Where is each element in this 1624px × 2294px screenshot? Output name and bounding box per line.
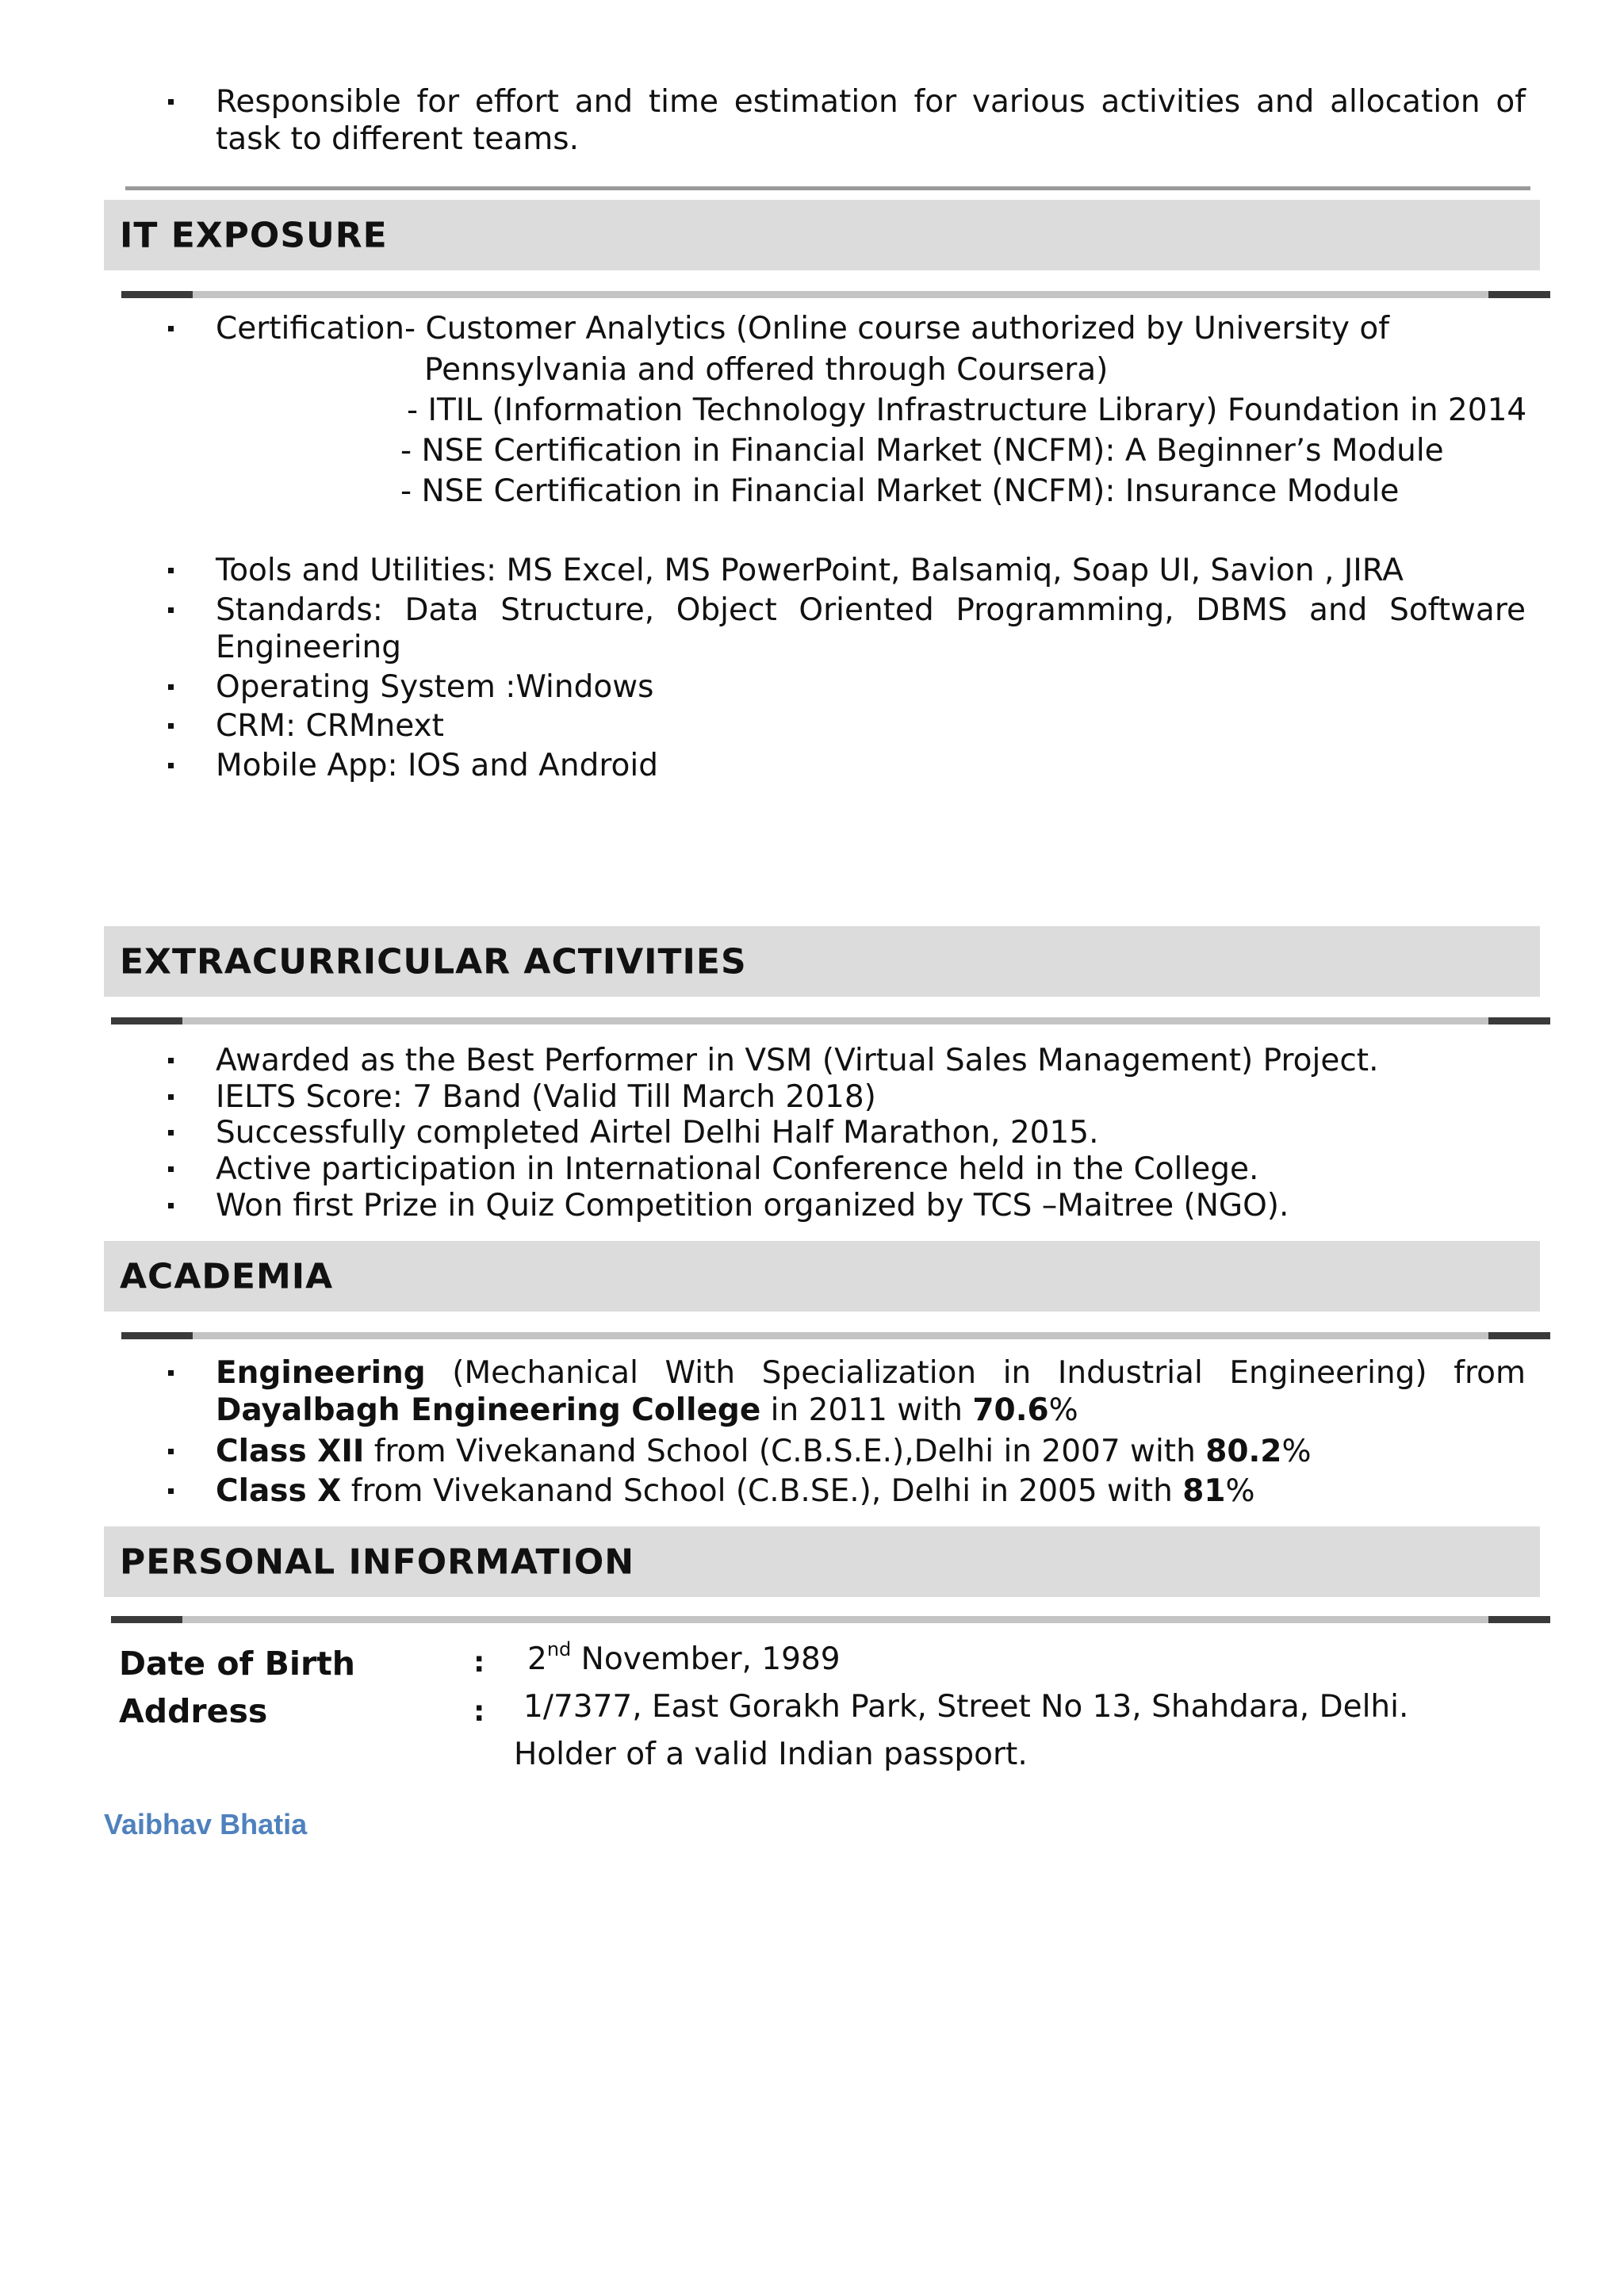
passport-note: Holder of a valid Indian passport. [514, 1737, 1028, 1772]
dob-day: 2 [527, 1641, 547, 1677]
list-item: Responsible for effort and time estimation for various activities and allocation of task to different teams. [216, 84, 1526, 157]
degree-name: Engineering [216, 1355, 426, 1391]
degree-year: in 2011 with [760, 1392, 973, 1428]
certification-label: Certification- [216, 311, 416, 347]
section-rule [111, 1017, 1550, 1024]
section-title: IT EXPOSURE [120, 215, 388, 255]
degree-name: Class XII [216, 1434, 365, 1469]
certification-line: Customer Analytics (Online course authorized by University of [425, 311, 1389, 347]
certification-line: Pennsylvania and offered through Coursera) [424, 352, 1109, 388]
certification-line: - ITIL (Information Technology Infrastructure Library) Foundation in 2014 [407, 393, 1527, 428]
degree-detail: (Mechanical With Specialization in Industrial Engineering) from [425, 1355, 1526, 1391]
score: 80.2 [1205, 1434, 1282, 1469]
academia-item-engineering [216, 1354, 1526, 1429]
list-item: Tools and Utilities: MS Excel, MS PowerPoint, Balsamiq, Soap UI, Savion , JIRA [216, 552, 1526, 589]
divider [125, 186, 1530, 190]
section-title: EXTRACURRICULAR ACTIVITIES [120, 941, 747, 982]
section-rule [121, 291, 1550, 298]
section-rule [121, 1332, 1550, 1339]
section-title: ACADEMIA [120, 1256, 334, 1296]
section-rule [111, 1616, 1550, 1623]
section-header-academia [104, 1241, 1540, 1312]
academia-item-class-xii [216, 1433, 1526, 1470]
address-colon: : [473, 1695, 485, 1728]
list-item: Operating System :Windows [216, 668, 1526, 706]
list-item: IELTS Score: 7 Band (Valid Till March 2018) [216, 1078, 1526, 1116]
address-label: Address [119, 1692, 268, 1730]
dob-colon: : [473, 1646, 485, 1679]
percent-sign: % [1048, 1392, 1078, 1428]
academia-item-class-x [216, 1473, 1526, 1510]
score: 81 [1182, 1473, 1226, 1509]
degree-detail: from Vivekanand School (C.B.S.E.),Delhi in 2007 with [364, 1434, 1206, 1469]
list-item: CRM: CRMnext [216, 707, 1526, 745]
score: 70.6 [972, 1392, 1049, 1428]
dob-value [527, 1638, 841, 1677]
list-item: Standards: Data Structure, Object Oriented Programming, DBMS and Software Engineering [216, 592, 1526, 665]
section-header-it-exposure [104, 200, 1540, 270]
list-item: Won first Prize in Quiz Competition organized by TCS –Maitree (NGO). [216, 1187, 1526, 1224]
list-item: Awarded as the Best Performer in VSM (Virtual Sales Management) Project. [216, 1042, 1526, 1079]
list-item-certification [216, 310, 1526, 347]
dob-ordinal: nd [546, 1638, 572, 1660]
degree-name: Class X [216, 1473, 342, 1509]
percent-sign: % [1281, 1434, 1312, 1469]
college-name: Dayalbagh Engineering College [216, 1392, 761, 1428]
list-item: Active participation in International Conference held in the College. [216, 1151, 1526, 1188]
signature-name: Vaibhav Bhatia [104, 1808, 308, 1840]
address-value: 1/7377, East Gorakh Park, Street No 13, Shahdara, Delhi. [523, 1689, 1409, 1725]
list-item: Mobile App: IOS and Android [216, 747, 1526, 784]
section-title: PERSONAL INFORMATION [120, 1541, 635, 1582]
certification-line: - NSE Certification in Financial Market (NCFM): Insurance Module [400, 473, 1400, 509]
dob-month-year: November, 1989 [571, 1641, 841, 1677]
section-header-extracurricular [104, 926, 1540, 997]
certification-line: - NSE Certification in Financial Market (NCFM): A Beginner’s Module [400, 433, 1444, 469]
degree-detail: from Vivekanand School (C.B.SE.), Delhi in 2005 with [341, 1473, 1183, 1509]
list-item: Successfully completed Airtel Delhi Half Marathon, 2015. [216, 1114, 1526, 1151]
percent-sign: % [1225, 1473, 1255, 1509]
dob-label: Date of Birth [119, 1645, 355, 1683]
section-header-personal-information [104, 1526, 1540, 1597]
